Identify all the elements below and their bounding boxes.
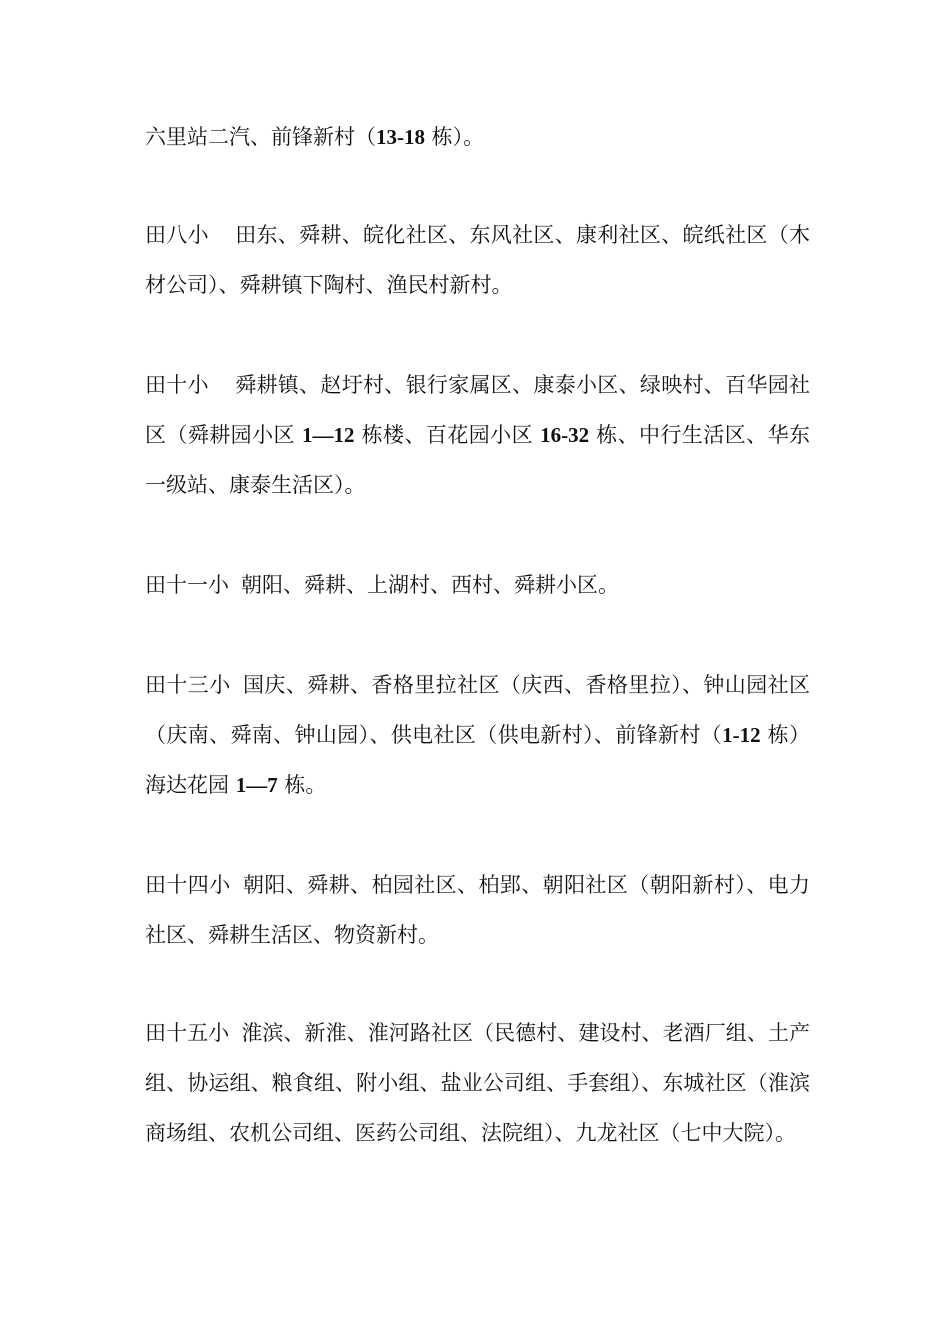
paragraph-tian-8-school — [145, 210, 810, 310]
document-page — [145, 0, 810, 1344]
school-name: 田八小 — [145, 223, 209, 247]
paragraph-tian-10-school — [145, 360, 810, 510]
area-text: 栋。 — [277, 773, 327, 797]
paragraph-tian-13-school — [145, 660, 810, 810]
area-text: 栋）。 — [425, 125, 485, 149]
number-text: 1—12 — [302, 423, 355, 447]
school-name: 田十四小 — [145, 873, 231, 897]
area-text: 栋）海达花园 — [145, 723, 810, 797]
area-text: 六里站二汽、前锋新村（ — [145, 125, 376, 149]
paragraph-tian-15-school — [145, 1008, 810, 1158]
paragraph-tian-14-school — [145, 860, 810, 960]
area-text: 舜耕镇、赵圩村、银行家属区、康泰小区、绿映村、百华园社区（舜耕园小区 — [145, 373, 811, 447]
area-text: 国庆、舜耕、香格里拉社区（庆西、香格里拉）、钟山园社区（庆南、舜南、钟山园）、供电社区（供电新村）、前锋新村（ — [145, 673, 811, 747]
school-name: 田十三小 — [145, 673, 231, 697]
area-text: 栋、中行生活区、华东一级站、康泰生活区）。 — [145, 423, 810, 497]
area-text: 淮滨、新淮、淮河路社区（民德村、建设村、老酒厂组、土产组、协运组、粮食组、附小组、盐业公司组、手套组）、东城社区（淮滨商场组、农机公司组、医药公司组、法院组）、九龙社区（七中大院）。 — [145, 1021, 811, 1145]
number-text: 16-32 — [540, 423, 590, 447]
area-text: 田东、舜耕、皖化社区、东风社区、康利社区、皖纸社区（木材公司）、舜耕镇下陶村、渔民村新村。 — [145, 223, 811, 297]
area-text: 朝阳、舜耕、柏园社区、柏郢、朝阳社区（朝阳新村）、电力社区、舜耕生活区、物资新村。 — [145, 873, 811, 947]
school-name: 田十小 — [145, 373, 209, 397]
area-text: 朝阳、舜耕、上湖村、西村、舜耕小区。 — [241, 573, 619, 597]
area-text: 栋楼、百花园小区 — [354, 423, 541, 447]
number-text: 13-18 — [376, 125, 425, 149]
school-name: 田十一小 — [145, 573, 229, 597]
number-text: 1—7 — [235, 773, 278, 797]
number-text: 1-12 — [722, 723, 761, 747]
paragraph-liulizhan — [145, 112, 810, 162]
paragraph-tian-11-school — [145, 560, 810, 610]
school-name: 田十五小 — [145, 1021, 230, 1045]
